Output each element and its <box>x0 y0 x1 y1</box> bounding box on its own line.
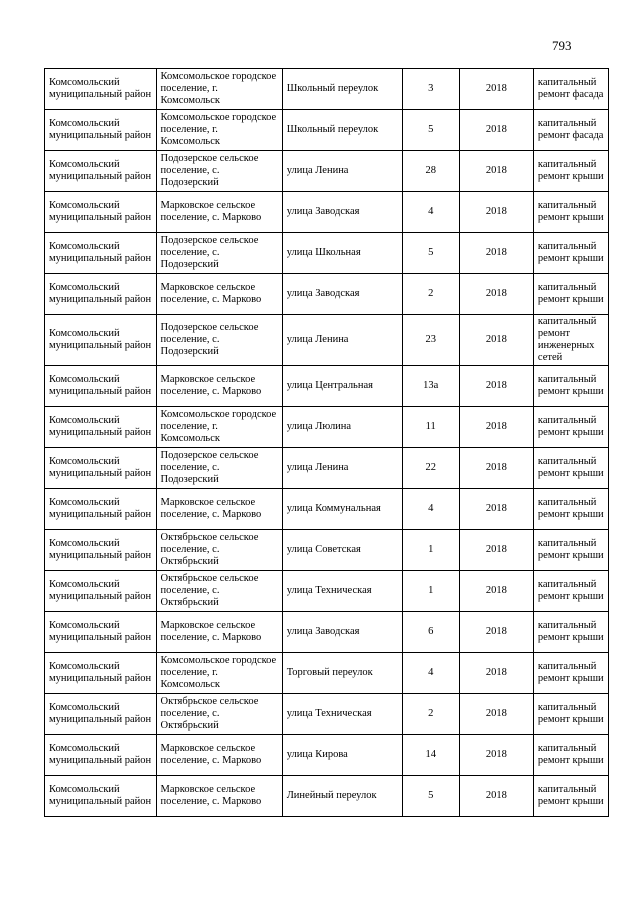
page-number: 793 <box>552 38 572 53</box>
year-cell: 2018 <box>459 530 533 571</box>
house-number-cell: 3 <box>402 69 459 110</box>
year-cell: 2018 <box>459 407 533 448</box>
street-cell: улица Люлина <box>282 407 402 448</box>
work-type-cell: капитальный ремонт крыши <box>533 366 608 407</box>
settlement-cell: Марковское сельское поселение, с. Марково <box>156 489 282 530</box>
table-row <box>45 653 609 694</box>
work-type-cell: капитальный ремонт крыши <box>533 233 608 274</box>
house-number-cell: 4 <box>402 653 459 694</box>
house-number-cell: 28 <box>402 151 459 192</box>
district-cell: Комсомольский муниципальный район <box>45 489 157 530</box>
street-cell: улица Ленина <box>282 151 402 192</box>
district-cell: Комсомольский муниципальный район <box>45 571 157 612</box>
house-number-cell: 13а <box>402 366 459 407</box>
district-cell: Комсомольский муниципальный район <box>45 448 157 489</box>
table-row <box>45 192 609 233</box>
work-type-cell: капитальный ремонт крыши <box>533 612 608 653</box>
housing-repair-table <box>44 68 609 817</box>
work-type-cell: капитальный ремонт крыши <box>533 653 608 694</box>
street-cell: Линейный переулок <box>282 776 402 817</box>
year-cell: 2018 <box>459 612 533 653</box>
street-cell: улица Заводская <box>282 612 402 653</box>
district-cell: Комсомольский муниципальный район <box>45 110 157 151</box>
street-cell: улица Заводская <box>282 192 402 233</box>
work-type-cell: капитальный ремонт крыши <box>533 448 608 489</box>
table-row <box>45 735 609 776</box>
house-number-cell: 2 <box>402 274 459 315</box>
table-row <box>45 776 609 817</box>
district-cell: Комсомольский муниципальный район <box>45 192 157 233</box>
street-cell: улица Коммунальная <box>282 489 402 530</box>
table-row <box>45 315 609 366</box>
house-number-cell: 5 <box>402 233 459 274</box>
street-cell: Торговый переулок <box>282 653 402 694</box>
year-cell: 2018 <box>459 694 533 735</box>
house-number-cell: 1 <box>402 571 459 612</box>
table-row <box>45 407 609 448</box>
settlement-cell: Подозерское сельское поселение, с. Подозерский <box>156 315 282 366</box>
work-type-cell: капитальный ремонт крыши <box>533 151 608 192</box>
settlement-cell: Марковское сельское поселение, с. Марково <box>156 735 282 776</box>
street-cell: улица Советская <box>282 530 402 571</box>
district-cell: Комсомольский муниципальный район <box>45 694 157 735</box>
house-number-cell: 14 <box>402 735 459 776</box>
settlement-cell: Комсомольское городское поселение, г. Комсомольск <box>156 653 282 694</box>
work-type-cell: капитальный ремонт крыши <box>533 571 608 612</box>
street-cell: улица Центральная <box>282 366 402 407</box>
work-type-cell: капитальный ремонт крыши <box>533 776 608 817</box>
table-row <box>45 110 609 151</box>
district-cell: Комсомольский муниципальный район <box>45 366 157 407</box>
street-cell: Школьный переулок <box>282 69 402 110</box>
settlement-cell: Марковское сельское поселение, с. Марково <box>156 612 282 653</box>
street-cell: улица Кирова <box>282 735 402 776</box>
settlement-cell: Марковское сельское поселение, с. Марково <box>156 274 282 315</box>
house-number-cell: 23 <box>402 315 459 366</box>
settlement-cell: Октябрьское сельское поселение, с. Октябрьский <box>156 694 282 735</box>
year-cell: 2018 <box>459 192 533 233</box>
district-cell: Комсомольский муниципальный район <box>45 69 157 110</box>
table-row <box>45 233 609 274</box>
settlement-cell: Комсомольское городское поселение, г. Комсомольск <box>156 110 282 151</box>
district-cell: Комсомольский муниципальный район <box>45 776 157 817</box>
year-cell: 2018 <box>459 489 533 530</box>
street-cell: улица Ленина <box>282 448 402 489</box>
house-number-cell: 4 <box>402 192 459 233</box>
house-number-cell: 6 <box>402 612 459 653</box>
year-cell: 2018 <box>459 110 533 151</box>
work-type-cell: капитальный ремонт крыши <box>533 530 608 571</box>
table-row <box>45 530 609 571</box>
work-type-cell: капитальный ремонт крыши <box>533 489 608 530</box>
year-cell: 2018 <box>459 274 533 315</box>
house-number-cell: 2 <box>402 694 459 735</box>
work-type-cell: капитальный ремонт фасада <box>533 110 608 151</box>
settlement-cell: Комсомольское городское поселение, г. Комсомольск <box>156 407 282 448</box>
work-type-cell: капитальный ремонт крыши <box>533 407 608 448</box>
district-cell: Комсомольский муниципальный район <box>45 151 157 192</box>
house-number-cell: 22 <box>402 448 459 489</box>
year-cell: 2018 <box>459 315 533 366</box>
year-cell: 2018 <box>459 653 533 694</box>
settlement-cell: Марковское сельское поселение, с. Марково <box>156 192 282 233</box>
settlement-cell: Марковское сельское поселение, с. Марково <box>156 366 282 407</box>
house-number-cell: 4 <box>402 489 459 530</box>
table-row <box>45 571 609 612</box>
table-body <box>45 69 609 817</box>
settlement-cell: Комсомольское городское поселение, г. Комсомольск <box>156 69 282 110</box>
work-type-cell: капитальный ремонт крыши <box>533 694 608 735</box>
year-cell: 2018 <box>459 69 533 110</box>
year-cell: 2018 <box>459 776 533 817</box>
street-cell: улица Школьная <box>282 233 402 274</box>
settlement-cell: Подозерское сельское поселение, с. Подозерский <box>156 151 282 192</box>
table-row <box>45 274 609 315</box>
year-cell: 2018 <box>459 366 533 407</box>
work-type-cell: капитальный ремонт инженерных сетей <box>533 315 608 366</box>
settlement-cell: Октябрьское сельское поселение, с. Октябрьский <box>156 530 282 571</box>
year-cell: 2018 <box>459 735 533 776</box>
table-row <box>45 366 609 407</box>
house-number-cell: 1 <box>402 530 459 571</box>
district-cell: Комсомольский муниципальный район <box>45 735 157 776</box>
district-cell: Комсомольский муниципальный район <box>45 233 157 274</box>
year-cell: 2018 <box>459 151 533 192</box>
district-cell: Комсомольский муниципальный район <box>45 530 157 571</box>
house-number-cell: 5 <box>402 776 459 817</box>
work-type-cell: капитальный ремонт крыши <box>533 735 608 776</box>
house-number-cell: 11 <box>402 407 459 448</box>
work-type-cell: капитальный ремонт крыши <box>533 274 608 315</box>
district-cell: Комсомольский муниципальный район <box>45 315 157 366</box>
table-row <box>45 69 609 110</box>
table-row <box>45 694 609 735</box>
street-cell: улица Техническая <box>282 694 402 735</box>
year-cell: 2018 <box>459 233 533 274</box>
settlement-cell: Марковское сельское поселение, с. Марково <box>156 776 282 817</box>
district-cell: Комсомольский муниципальный район <box>45 407 157 448</box>
house-number-cell: 5 <box>402 110 459 151</box>
street-cell: улица Заводская <box>282 274 402 315</box>
year-cell: 2018 <box>459 448 533 489</box>
year-cell: 2018 <box>459 571 533 612</box>
settlement-cell: Подозерское сельское поселение, с. Подозерский <box>156 448 282 489</box>
settlement-cell: Подозерское сельское поселение, с. Подозерский <box>156 233 282 274</box>
table-row <box>45 612 609 653</box>
street-cell: улица Ленина <box>282 315 402 366</box>
work-type-cell: капитальный ремонт крыши <box>533 192 608 233</box>
street-cell: Школьный переулок <box>282 110 402 151</box>
table-row <box>45 448 609 489</box>
settlement-cell: Октябрьское сельское поселение, с. Октябрьский <box>156 571 282 612</box>
table-row <box>45 489 609 530</box>
table-row <box>45 151 609 192</box>
district-cell: Комсомольский муниципальный район <box>45 653 157 694</box>
street-cell: улица Техническая <box>282 571 402 612</box>
district-cell: Комсомольский муниципальный район <box>45 612 157 653</box>
work-type-cell: капитальный ремонт фасада <box>533 69 608 110</box>
district-cell: Комсомольский муниципальный район <box>45 274 157 315</box>
